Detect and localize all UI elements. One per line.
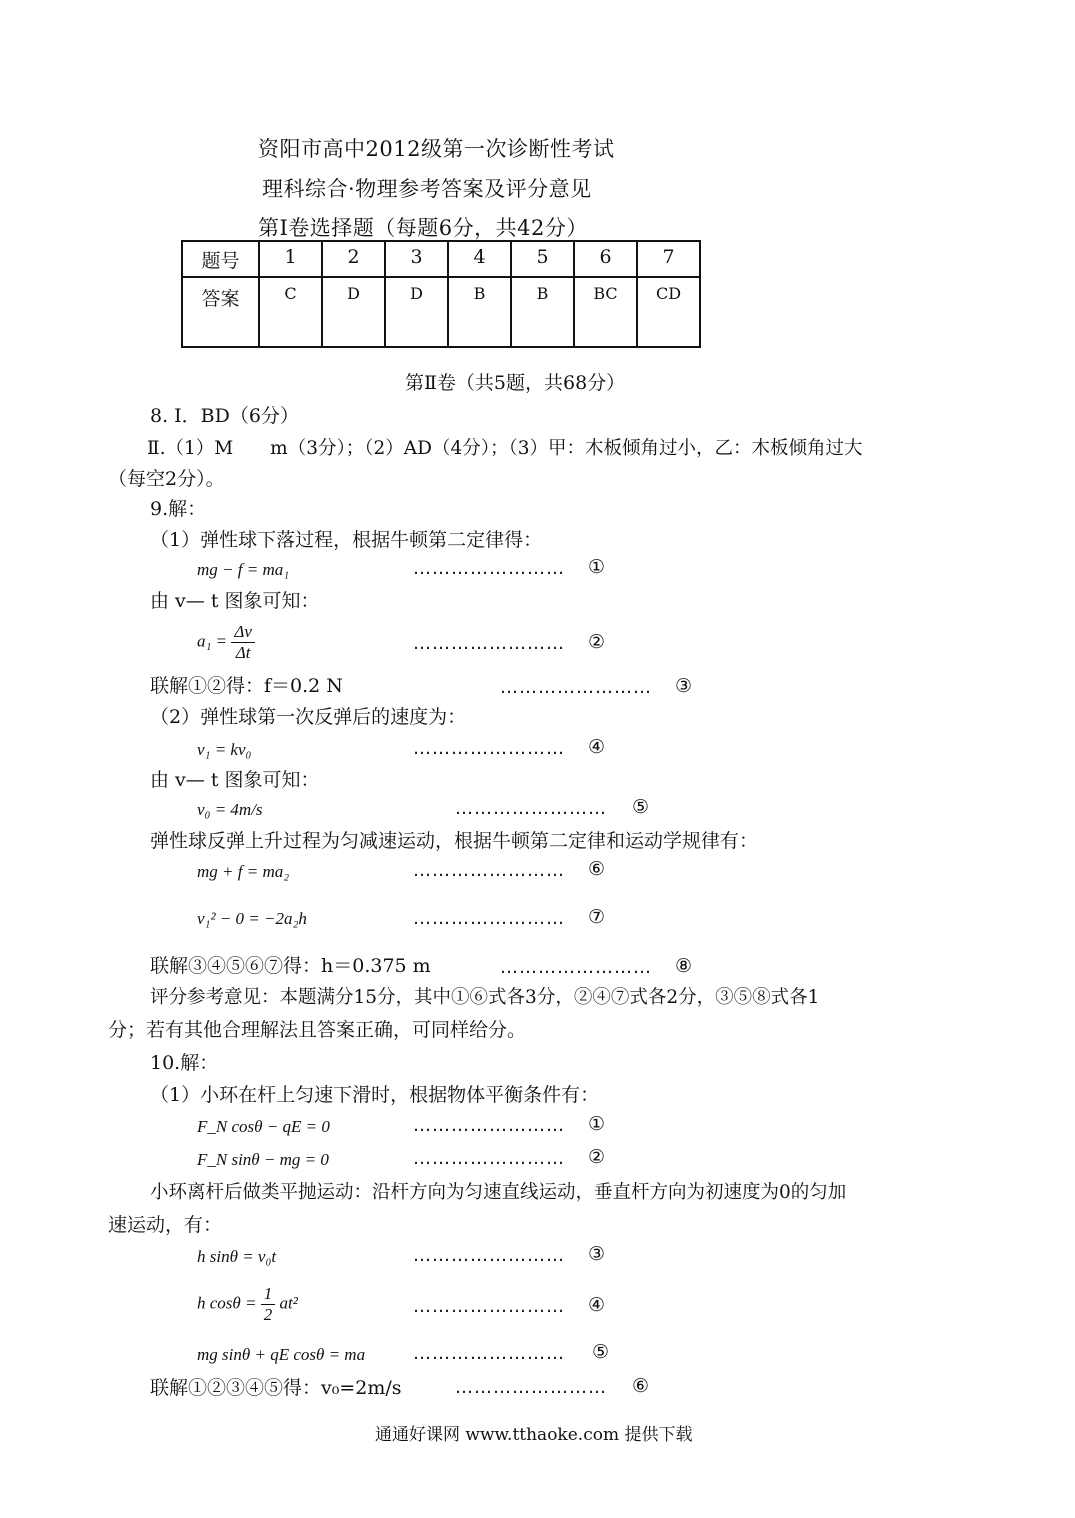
q9-vt-line1: 由 v— t 图象可知：: [150, 590, 320, 612]
eq4-lhs: h cosθ =: [197, 1293, 257, 1313]
part2-heading: 第Ⅱ卷（共5题，共68分）: [405, 372, 626, 394]
dots-leader: ……………………: [455, 798, 607, 819]
eq-number: ①: [588, 556, 606, 578]
q9-score-line2: 分；若有其他合理解法且答案正确，可同样给分。: [108, 1019, 527, 1041]
table-cell: B: [448, 277, 511, 347]
table-cell: D: [322, 277, 385, 347]
q9-step2: （2）弹性球第一次反弹后的速度为：: [150, 706, 467, 728]
q9-vt-line2: 由 v— t 图象可知：: [150, 769, 320, 791]
table-cell: 2: [322, 241, 385, 277]
q10-eq1: F_N cosθ − qE = 0: [197, 1117, 330, 1136]
q10-eq4: [197, 1284, 298, 1325]
q8-line3: （每空2分）。: [108, 468, 225, 490]
q9-step1: （1）弹性球下落过程，根据牛顿第二定律得：: [150, 529, 543, 551]
eq-number: ⑦: [588, 906, 606, 928]
eq-number: ⑧: [675, 955, 693, 977]
table-cell: 答案: [182, 277, 259, 347]
dots-leader: ……………………: [455, 1377, 607, 1398]
dots-leader: ……………………: [413, 738, 565, 759]
q8-line2: Ⅱ.（1）M m（3分）；（2）AD（4分）；（3）甲：木板倾角过小，乙：木板倾角过大: [147, 438, 863, 459]
document-title: 资阳市高中2012级第一次诊断性考试: [258, 137, 615, 161]
q10-step2-line1: 小环离杆后做类平抛运动：沿杆方向为匀速直线运动，垂直杆方向为初速度为0的匀加: [150, 1182, 847, 1203]
dots-leader: ……………………: [413, 1296, 565, 1317]
dots-leader: ……………………: [413, 633, 565, 654]
fraction-denominator: Δt: [235, 643, 251, 662]
q9-eq5: v₀ = 4m/s: [197, 800, 263, 819]
document-subtitle: 理科综合·物理参考答案及评分意见: [262, 177, 592, 201]
eq-number: ⑤: [632, 796, 650, 818]
dots-leader: ……………………: [413, 860, 565, 881]
answer-table: [181, 240, 701, 348]
dots-leader: ……………………: [413, 1148, 565, 1169]
eq2-lhs: a₁ =: [197, 631, 228, 651]
table-cell: D: [385, 277, 448, 347]
dots-leader: ……………………: [413, 1245, 565, 1266]
part1-heading: 第Ⅰ卷选择题（每题6分，共42分）: [258, 216, 588, 240]
dots-leader: ……………………: [413, 558, 565, 579]
dots-leader: ……………………: [500, 957, 652, 978]
q9-heading: 9.解：: [150, 498, 207, 520]
table-cell: 题号: [182, 241, 259, 277]
q9-score-line1: 评分参考意见：本题满分15分，其中①⑥式各3分，②④⑦式各2分，③⑤⑧式各1: [150, 987, 820, 1008]
q9-eq6: mg + f = ma₂: [197, 862, 290, 881]
eq-number: ①: [588, 1113, 606, 1135]
q8-line1: 8. Ⅰ．BD（6分）: [150, 405, 299, 427]
q10-eq5: mg sinθ + qE cosθ = ma: [197, 1345, 366, 1364]
page-footer: 通通好课网 www.tthaoke.com 提供下载: [375, 1425, 693, 1445]
table-cell: 4: [448, 241, 511, 277]
eq-number: ③: [588, 1243, 606, 1265]
eq4-rhs: at²: [279, 1293, 298, 1313]
eq-number: ⑥: [632, 1375, 650, 1397]
dots-leader: ……………………: [413, 908, 565, 929]
dots-leader: ……………………: [500, 677, 652, 698]
q9-eq7: v₁² − 0 = −2a₂h: [197, 909, 307, 928]
q9-eq4: v₁ = kv₀: [197, 740, 252, 759]
q10-heading: 10.解：: [150, 1052, 219, 1074]
q10-joint: 联解①②③④⑤得：v₀=2m/s: [150, 1377, 402, 1399]
q10-eq3: h sinθ = v₀t: [197, 1247, 277, 1266]
fraction-denominator: 2: [263, 1305, 273, 1324]
eq-number: ⑥: [588, 858, 606, 880]
dots-leader: ……………………: [413, 1115, 565, 1136]
eq-number: ②: [588, 1146, 606, 1168]
eq-number: ④: [588, 736, 606, 758]
table-row: [182, 277, 700, 347]
fraction-numerator: Δv: [231, 622, 255, 643]
table-cell: C: [259, 277, 322, 347]
table-cell: 6: [574, 241, 637, 277]
eq-number: ②: [588, 631, 606, 653]
table-cell: 1: [259, 241, 322, 277]
table-row: [182, 241, 700, 277]
table-cell: 5: [511, 241, 574, 277]
q9-eq1: mg − f = ma₁: [197, 560, 290, 579]
fraction: [231, 622, 255, 663]
q10-step2-line2: 速运动，有：: [108, 1214, 223, 1236]
eq-number: ⑤: [592, 1341, 610, 1363]
q9-eq2: [197, 622, 255, 663]
q10-eq2: F_N sinθ − mg = 0: [197, 1150, 329, 1169]
table-cell: B: [511, 277, 574, 347]
table-cell: 3: [385, 241, 448, 277]
fraction: [261, 1284, 276, 1325]
table-cell: 7: [637, 241, 700, 277]
table-cell: CD: [637, 277, 700, 347]
q9-joint2: 联解③④⑤⑥⑦得：h＝0.375 m: [150, 955, 431, 977]
eq-number: ④: [588, 1294, 606, 1316]
eq-number: ③: [675, 675, 693, 697]
fraction-numerator: 1: [261, 1284, 276, 1305]
q9-joint1: 联解①②得：f＝0.2 N: [150, 675, 343, 697]
q10-step1: （1）小环在杆上匀速下滑时，根据物体平衡条件有：: [150, 1084, 600, 1106]
table-cell: BC: [574, 277, 637, 347]
q9-step3: 弹性球反弹上升过程为匀减速运动，根据牛顿第二定律和运动学规律有：: [150, 830, 759, 852]
dots-leader: ……………………: [413, 1343, 565, 1364]
